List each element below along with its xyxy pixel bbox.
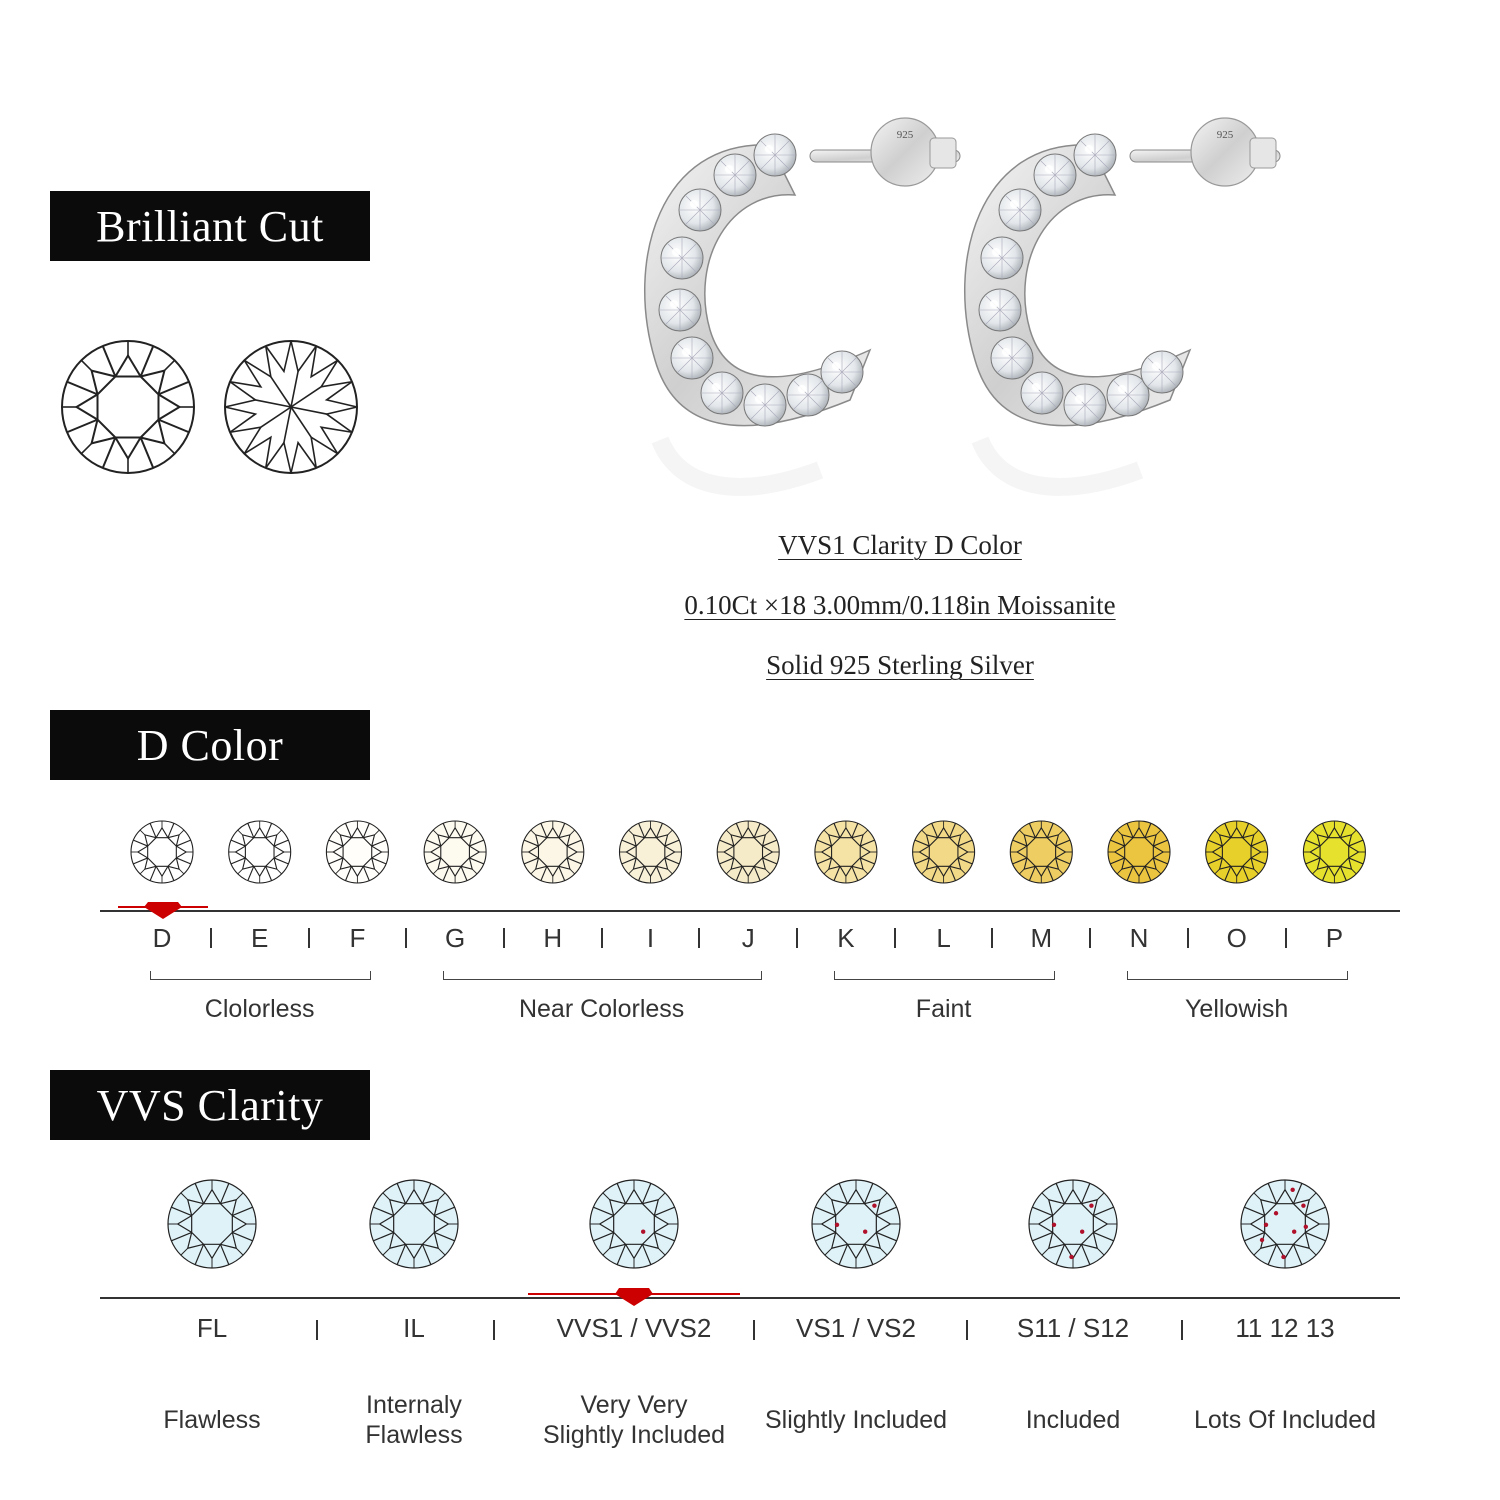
svg-text:925: 925 <box>1216 129 1234 141</box>
clarity-grade-separator <box>493 1320 495 1340</box>
color-grade-separator <box>503 928 505 948</box>
color-grade-I: I <box>646 923 655 953</box>
color-selected-marker <box>118 898 208 922</box>
clarity-description-line: Lots Of Included <box>1193 1406 1377 1434</box>
color-swatch-I <box>620 821 682 883</box>
clarity-description-line: Flawless <box>163 1406 261 1434</box>
clarity-grade-separator <box>753 1320 755 1340</box>
color-grade-separator <box>1187 928 1189 948</box>
clarity-grade-label: 11 12 13 <box>1235 1313 1335 1343</box>
color-swatch-O <box>1206 821 1268 883</box>
clarity-description <box>1194 1405 1376 1435</box>
color-grade-L: L <box>936 923 951 953</box>
color-grade-K: K <box>837 923 855 953</box>
color-scale-line <box>100 910 1400 912</box>
color-grade-separator <box>894 928 896 948</box>
clarity-grade-label: IL <box>403 1313 425 1343</box>
clarity-description <box>1026 1405 1121 1435</box>
clarity-description <box>163 1405 260 1435</box>
clarity-swatch-row <box>0 1175 1500 1275</box>
color-grade-separator <box>698 928 700 948</box>
clarity-description <box>365 1390 462 1450</box>
clarity-description-line: Flawless <box>365 1421 463 1449</box>
color-group-bracket <box>1127 971 1348 980</box>
color-grade-G: G <box>444 923 466 953</box>
color-grade-P: P <box>1325 923 1344 953</box>
color-swatch-E <box>229 821 291 883</box>
color-grade-F: F <box>349 923 366 953</box>
clarity-grade-label: VVS1 / VVS2 <box>556 1313 712 1343</box>
color-grade-M: M <box>1030 923 1053 953</box>
clarity-description-line: Slightly Included <box>542 1421 726 1449</box>
color-grade-separator <box>796 928 798 948</box>
color-swatch-M <box>1010 821 1072 883</box>
color-grade-separator <box>1285 928 1287 948</box>
spec-metal: Solid 925 Sterling Silver <box>766 650 1034 680</box>
clarity-scale-line <box>100 1297 1400 1299</box>
spec-clarity-color: VVS1 Clarity D Color <box>778 530 1022 560</box>
color-group-label: Near Colorless <box>518 995 685 1023</box>
clarity-description <box>543 1390 725 1450</box>
clarity-description-line: Slightly Included <box>764 1406 948 1434</box>
clarity-grade-label: VS1 / VS2 <box>796 1313 916 1343</box>
color-grade-D: D <box>152 923 172 953</box>
color-group-bracket <box>443 971 762 980</box>
color-grade-separator <box>405 928 407 948</box>
vvs-clarity-banner: VVS Clarity <box>50 1070 370 1140</box>
color-swatch-D <box>131 821 193 883</box>
color-grade-O: O <box>1226 923 1247 953</box>
clarity-description-line: Included <box>1025 1406 1121 1434</box>
color-swatch-G <box>424 821 486 883</box>
color-swatch-row <box>0 815 1500 895</box>
color-grade-J: J <box>741 923 755 953</box>
color-group-bracket <box>834 971 1055 980</box>
color-swatch-F <box>326 821 388 883</box>
color-swatch-K <box>815 821 877 883</box>
color-group-label: Clolorless <box>204 995 315 1023</box>
clarity-grade-separator <box>1181 1320 1183 1340</box>
svg-text:925: 925 <box>896 129 914 141</box>
clarity-swatch-2 <box>590 1180 678 1268</box>
clarity-grade-label: FL <box>196 1313 228 1343</box>
color-grade-separator <box>991 928 993 948</box>
color-swatch-N <box>1108 821 1170 883</box>
clarity-grade-label: S11 / S12 <box>1016 1313 1130 1343</box>
d-color-banner: D Color <box>50 710 370 780</box>
pavilion-view-icon <box>225 341 357 473</box>
clarity-swatch-3 <box>812 1180 900 1268</box>
color-grade-separator <box>210 928 212 948</box>
color-swatch-P <box>1303 821 1365 883</box>
color-group-bracket <box>150 971 371 980</box>
clarity-grade-separator <box>966 1320 968 1340</box>
color-grade-N: N <box>1129 923 1149 953</box>
clarity-grade-separator <box>316 1320 318 1340</box>
clarity-swatch-1 <box>370 1180 458 1268</box>
clarity-description-line: Very Very <box>580 1391 688 1419</box>
color-grade-separator <box>601 928 603 948</box>
brilliant-cut-diagrams <box>55 335 365 480</box>
color-swatch-J <box>717 821 779 883</box>
earring-left <box>645 118 960 487</box>
hoop-earrings-image <box>590 100 1290 510</box>
color-group-label: Faint <box>915 995 972 1023</box>
color-group-label: Yellowish <box>1185 995 1289 1023</box>
clarity-swatch-4 <box>1029 1180 1117 1268</box>
color-grade-separator <box>1089 928 1091 948</box>
color-grade-E: E <box>251 923 269 953</box>
crown-view-icon <box>62 341 194 473</box>
earring-right <box>965 118 1280 487</box>
color-swatch-H <box>522 821 584 883</box>
color-grade-separator <box>308 928 310 948</box>
clarity-swatch-0 <box>168 1180 256 1268</box>
spec-stone: 0.10Ct ×18 3.00mm/0.118in Moissanite <box>684 590 1116 620</box>
clarity-description-line: Internaly <box>366 1391 462 1419</box>
color-grade-H: H <box>543 923 563 953</box>
clarity-selected-marker <box>528 1284 740 1310</box>
color-swatch-L <box>913 821 975 883</box>
brilliant-cut-banner: Brilliant Cut <box>50 191 370 261</box>
clarity-description <box>765 1405 947 1435</box>
clarity-swatch-5 <box>1241 1180 1329 1268</box>
